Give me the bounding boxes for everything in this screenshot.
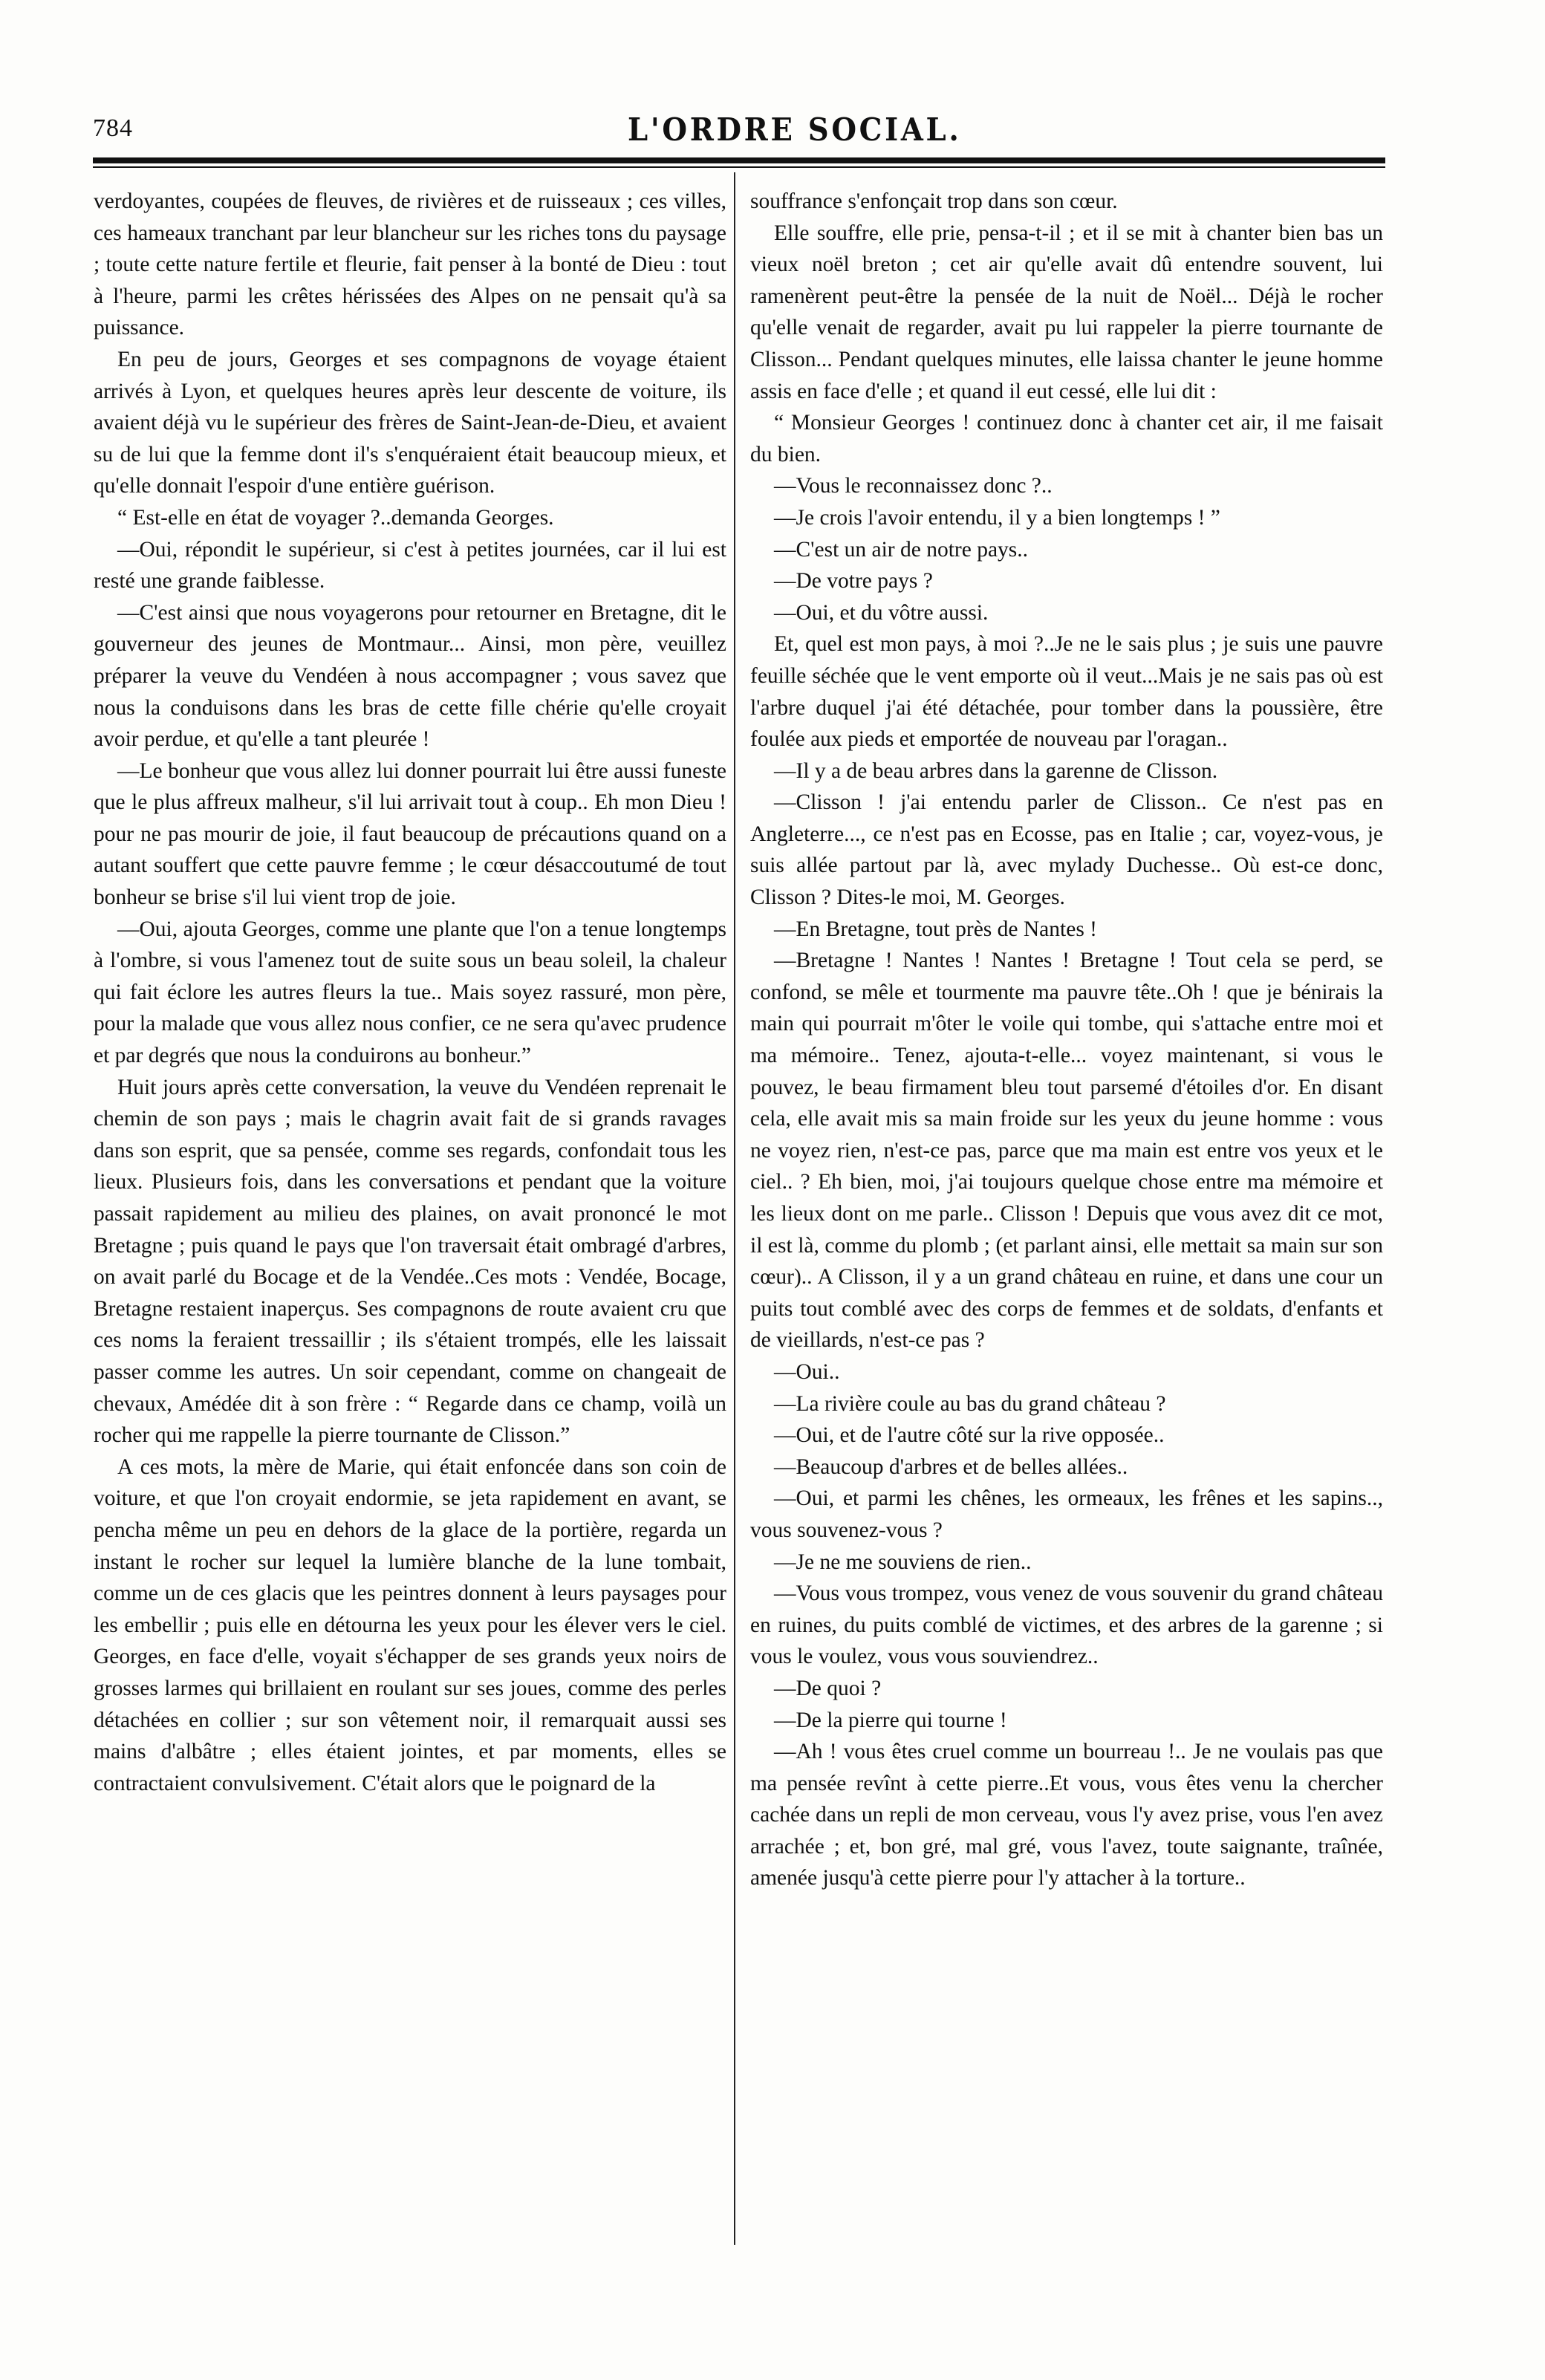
paragraph: —Oui, répondit le supérieur, si c'est à petites journées, car il lui est resté une grande faiblesse.: [94, 537, 726, 594]
paragraph: —De la pierre qui tourne !: [774, 1708, 1007, 1732]
paragraph: —Le bonheur que vous allez lui donner pourrait lui être aussi funeste que le plus affreux malheur, s'il lui arrivait tout à coup.. Eh mon Dieu ! pour ne pas mourir de joie, il faut beaucoup de précautions quand on a autant souffert que cette pauvre femme ; le cœur désaccoutumé de tout bonheur se brise s'il lui vient trop de joie.: [94, 758, 726, 910]
paragraph: —Oui, ajouta Georges, comme une plante que l'on a tenue longtemps à l'ombre, si vous l'amenez tout de suite sous un beau soleil, la chaleur qui fait éclore les autres fleurs la tue.. Mais soyez rassuré, mon père, pour la malade que vous allez nous confier, ce ne sera qu'avec prudence et par degrés que nous la conduirons au bonheur.”: [94, 917, 726, 1068]
paragraph: —Je crois l'avoir entendu, il y a bien longtemps ! ”: [774, 505, 1220, 530]
paragraph: —De votre pays ?: [774, 569, 933, 594]
paragraph: —La rivière coule au bas du grand château ?: [774, 1391, 1166, 1416]
paragraph: Huit jours après cette conversation, la veuve du Vendéen reprenait le chemin de son pays ; mais le chagrin avait fait de si grands ravages dans son esprit, que sa pensée, comme ses regards, confondait tous les lieux. Plusieurs fois, dans les conversations et pendant que la voiture passait rapidement au milieu des plaines, on avait prononcé le mot Bretagne ; puis quand le pays que l'on traversait était ombragé d'arbres, on avait parlé du Bocage et de la Vendée..Ces mots : Vendée, Bocage, Bretagne restaient inaperçus. Ses compagnons de route avaient cru que ces noms la feraient tressaillir ; ils s'étaient trompés, elle les laissait passer comme les autres. Un soir cependant, comme on changeait de chevaux, Amédée dit à son frère : “ Regarde dans ce champ, voilà un rocher qui me rappelle la pierre tournante de Clisson.”: [94, 1075, 726, 1448]
header-rule-thin: [93, 166, 1385, 168]
paragraph: Et, quel est mon pays, à moi ?..Je ne le sais plus ; je suis une pauvre feuille séchée que le vent emporte où il veut...Mais je ne sais pas où est l'arbre duquel j'ai été détachée, pour tomber dans la poussière, être foulée aux pieds et emportée de nouveau par l'oragan..: [750, 632, 1383, 752]
paragraph: En peu de jours, Georges et ses compagnons de voyage étaient arrivés à Lyon, et quelques heures après leur descente de voiture, ils avaient déjà vu le supérieur des frères de Saint-Jean-de-Dieu, et avaient su de lui que la femme dont il's s'enquéraient était beaucoup mieux, et qu'elle donnait l'espoir d'une entière guérison.: [94, 347, 726, 498]
column-divider: [734, 172, 735, 2245]
paragraph: —Bretagne ! Nantes ! Nantes ! Bretagne ! Tout cela se perd, se confond, se mêle et tourmente ma pauvre tête..Oh ! que je bénirais la main qui pourrait m'ôter le voile qui tombe, qui s'attache entre moi et ma mémoire.. Tenez, ajouta-t-elle... voyez maintenant, si vous le pouvez, le beau firmament bleu tout parsemé d'étoiles d'or. En disant cela, elle avait mis sa main froide sur les yeux du jeune homme : vous ne voyez rien, n'est-ce pas, parce que ma main est entre vos yeux et le ciel.. ? Eh bien, moi, j'ai toujours quelque chose entre ma mémoire et les lieux dont on me parle.. Clisson ! Depuis que vous avez dit ce mot, il est là, comme du plomb ; (et parlant ainsi, elle mettait sa main sur son cœur).. A Clisson, il y a un grand château en ruine, et dans une cour un puits tout comblé avec des corps de femmes et de soldats, d'enfants et de vieillards, n'est-ce pas ?: [750, 949, 1383, 1353]
paragraph: —C'est un air de notre pays..: [774, 537, 1029, 562]
paragraph: —Ah ! vous êtes cruel comme un bourreau !.. Je ne voulais pas que ma pensée revînt à cette pierre..Et vous, vous êtes venu la chercher cachée dans un repli de mon cerveau, vous l'y avez prise, vous l'en avez arrachée ; et, bon gré, mal gré, vous l'avez, toute saignante, traînée, amenée jusqu'à cette pierre pour l'y attacher à la torture..: [750, 1740, 1383, 1890]
paragraph: —Oui, et du vôtre aussi.: [774, 600, 989, 625]
paragraph: —Il y a de beau arbres dans la garenne de Clisson.: [774, 758, 1218, 783]
paragraph: “ Est-elle en état de voyager ?..demanda Georges.: [117, 505, 554, 530]
paragraph: souffrance s'enfonçait trop dans son cœur.: [750, 189, 1118, 213]
journal-title: L'ORDRE SOCIAL.: [628, 111, 962, 148]
header-rule-thick: [93, 157, 1385, 163]
page-header: [93, 111, 1385, 156]
paragraph: —Vous le reconnaissez donc ?..: [774, 474, 1053, 498]
paragraph: —De quoi ?: [774, 1676, 882, 1700]
paragraph: Elle souffre, elle prie, pensa-t-il ; et il se mit à chanter bien bas un vieux noël breton ; cet air qu'elle avait dû entendre souvent, lui ramenèrent peut-être la pensée de la nuit de Noël... Déjà le rocher qu'elle venait de regarder, avait pu lui rappeler la pierre tournante de Clisson... Pendant quelques minutes, elle laissa chanter le jeune homme assis en face d'elle ; et quand il eut cessé, elle lui dit :: [750, 221, 1383, 403]
paragraph: —C'est ainsi que nous voyagerons pour retourner en Bretagne, dit le gouverneur des jeunes de Montmaur... Ainsi, mon père, veuillez préparer la veuve du Vendéen à nous accompagner ; vous savez que nous la conduisons dans les bras de cette fille chérie qu'elle croyait avoir perdue, et qu'elle a tant pleurée !: [94, 600, 726, 752]
paragraph: —Oui, et de l'autre côté sur la rive opposée..: [774, 1423, 1165, 1448]
paragraph: —Vous vous trompez, vous venez de vous souvenir du grand château en ruines, du puits comblé de victimes, et des arbres de la garenne ; si vous le voulez, vous vous souviendrez..: [750, 1581, 1383, 1669]
paragraph: —Oui..: [774, 1359, 840, 1384]
paragraph: verdoyantes, coupées de fleuves, de rivières et de ruisseaux ; ces villes, ces hameaux tranchant par leur blancheur sur les riches tons du paysage ; toute cette nature fertile et fleurie, fait penser à la bonté de Dieu : tout à l'heure, parmi les crêtes hérissées des Alpes on ne pensait qu'à sa puissance.: [94, 189, 726, 340]
paragraph: —Je ne me souviens de rien..: [774, 1550, 1032, 1574]
right-column: [750, 186, 1383, 2243]
paragraph: “ Monsieur Georges ! continuez donc à chanter cet air, il me faisait du bien.: [750, 411, 1383, 466]
paragraph: A ces mots, la mère de Marie, qui était enfoncée dans son coin de voiture, et que l'on croyait endormie, se jeta rapidement en avant, se pencha même un peu en dehors de la glace de la portière, regarda un instant le rocher sur lequel la lumière blanche de la lune tombait, comme un de ces glacis que les peintres donnent à leurs paysages pour les embellir ; puis elle en détourna les yeux pour les élever vers le ciel. Georges, en face d'elle, voyait s'échapper de ses grands yeux noirs de grosses larmes qui brillaient en roulant sur ses joues, comme des perles détachées en collier ; sur son vêtement noir, il remarquait aussi ses mains d'albâtre ; elles étaient jointes, et par moments, elles se contractaient convulsivement. C'était alors que le poignard de la: [94, 1454, 726, 1795]
paragraph: —Clisson ! j'ai entendu parler de Clisson.. Ce n'est pas en Angleterre..., ce n'est pas en Ecosse, pas en Italie ; car, voyez-vous, je suis allée partout par là, avec mylady Duchesse.. Où est-ce donc, Clisson ? Dites-le moi, M. Georges.: [750, 790, 1383, 910]
paragraph: —Beaucoup d'arbres et de belles allées..: [774, 1454, 1128, 1479]
paragraph: —En Bretagne, tout près de Nantes !: [774, 917, 1097, 941]
left-column: [94, 186, 726, 2243]
page-number: 784: [93, 114, 133, 142]
paragraph: —Oui, et parmi les chênes, les ormeaux, les frênes et les sapins.., vous souvenez-vous ?: [750, 1486, 1383, 1542]
